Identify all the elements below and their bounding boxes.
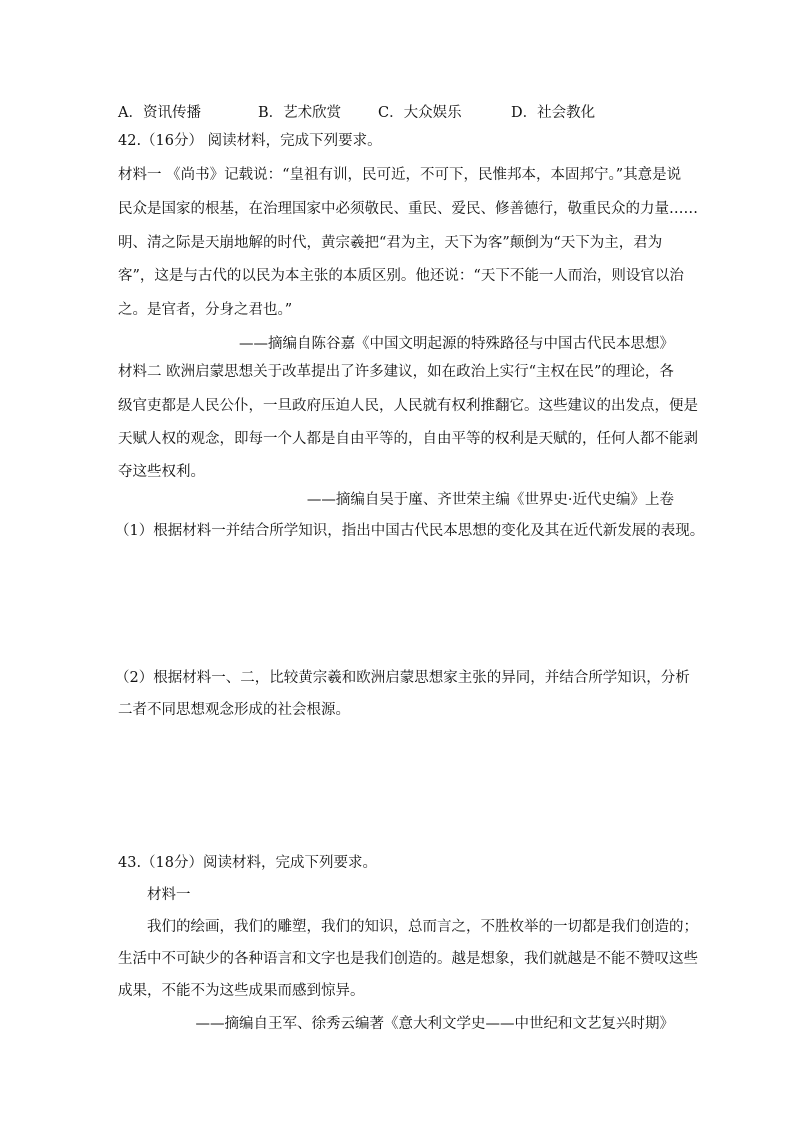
q42-subquestion-2-line: （2）根据材料一、二，比较黄宗羲和欧洲启蒙思想家主张的异同，并结合所学知识，分析 <box>115 670 690 686</box>
q42-header: 42.（16分） 阅读材料，完成下列要求。 <box>118 133 382 149</box>
option-a <box>118 103 201 123</box>
option-c <box>378 103 462 123</box>
q42-subquestion-1: （1）根据材料一并结合所学知识，指出中国古代民本思想的变化及其在近代新发展的表现。 <box>115 523 705 539</box>
q43-material1-line: 成果，不能不为这些成果而感到惊异。 <box>118 983 365 999</box>
q43-header: 43.（18分）阅读材料，完成下列要求。 <box>118 855 378 871</box>
q43-material1-source: ——摘编自王军、徐秀云编著《意大利文学史——中世纪和文艺复兴时期》 <box>195 1016 674 1032</box>
q42-material1-line: 明、清之际是天崩地解的时代，黄宗羲把“君为主，天下为客”颠倒为“天下为主，君为 <box>118 235 663 251</box>
option-letter: B． <box>258 105 284 121</box>
q42-material2-line: 级官吏都是人民公仆，一旦政府压迫人民，人民就有权利推翻它。这些建议的出发点，便是 <box>118 398 698 414</box>
option-text: 社会教化 <box>537 105 596 121</box>
q42-material1-line: 民众是国家的根基，在治理国家中必须敬民、重民、爱民、修善德行，敬重民众的力量…… <box>118 201 698 217</box>
option-text: 大众娱乐 <box>403 105 462 121</box>
q42-material1-source: ——摘编自陈谷嘉《中国文明起源的特殊路径与中国古代民本思想》 <box>239 336 674 352</box>
q43-material1-line: 我们的绘画，我们的雕塑，我们的知识，总而言之，不胜枚举的一切都是我们创造的； <box>147 919 698 935</box>
q42-material1-line: 客”，这是与古代的以民为本主张的本质区别。他还说：“天下不能一人而治，则设官以治 <box>118 268 684 284</box>
q42-material2-source: ——摘编自吴于廑、齐世荣主编《世界史·近代史编》上卷 <box>306 492 674 508</box>
option-b <box>258 103 341 123</box>
option-text: 艺术欣赏 <box>283 105 342 121</box>
q42-material1-line: 材料一 《尚书》记载说：“皇祖有训，民可近，不可下，民惟邦本，本固邦宁。”其意是说 <box>118 167 682 183</box>
q42-material2-line: 夺这些权利。 <box>118 464 205 480</box>
q43-material1-label: 材料一 <box>147 887 191 903</box>
q43-material1-line: 生活中不可缺少的各种语言和文字也是我们创造的。越是想象，我们就越是不能不赞叹这些 <box>118 951 698 967</box>
option-text: 资讯传播 <box>142 105 201 121</box>
q42-material1-line: 之。是官者，分身之君也。” <box>118 302 293 318</box>
q42-material2-line: 天赋人权的观念，即每一个人都是自由平等的，自由平等的权利是天赋的，任何人都不能剥 <box>118 431 698 447</box>
option-letter: D． <box>511 105 538 121</box>
option-letter: C． <box>378 105 404 121</box>
option-letter: A． <box>118 105 143 121</box>
q42-subquestion-2-line: 二者不同思想观念形成的社会根源。 <box>118 702 350 718</box>
q42-material2-line: 材料二 欧洲启蒙思想关于改革提出了许多建议，如在政治上实行“主权在民”的理论，各 <box>118 364 674 380</box>
option-d <box>511 103 595 123</box>
